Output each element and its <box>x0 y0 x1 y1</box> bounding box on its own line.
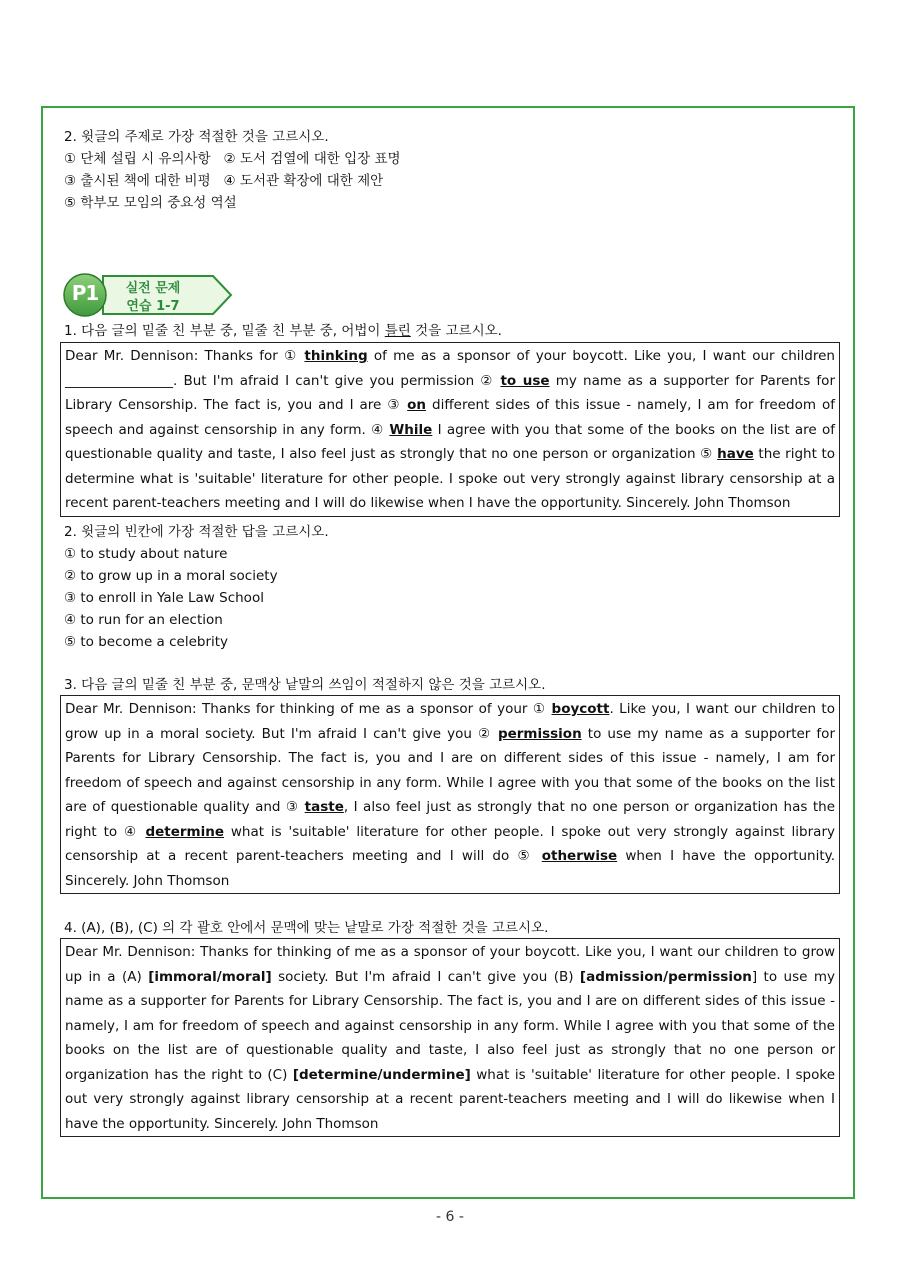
underlined-word: taste <box>304 799 344 815</box>
underlined-word: boycott <box>551 701 610 717</box>
option: ④ to run for an election <box>64 612 223 628</box>
question-2-blank <box>64 521 329 653</box>
option-line: ③ 출시된 책에 대한 비평 ④ 도서관 확장에 대한 제안 <box>64 173 384 189</box>
underlined-word: While <box>389 421 433 438</box>
choice-bracket: [determine/undermine] <box>292 1066 471 1083</box>
passage-text: to use my name as a supporter for Parents for Library Censorship. The fact is, you and I are on different sides of this issue - namely, I am for freedom of speech and against censorship in any form. While I agree with you that some of the books on the list are of questionable quality and ③ <box>65 725 835 815</box>
question-2-topic <box>64 126 401 214</box>
passage-text: when I have the opportunity. Sincerely. John Thomson <box>65 848 835 889</box>
passage-text: I agree with you that some of the books on the list are of questionable quality and taste, I also feel just as strongly that no one person or organization ⑤ <box>65 421 835 462</box>
underlined-word: permission <box>497 725 582 742</box>
passage-text: of me as a sponsor of your boycott. Like you, I want our children ________________. But I'm afraid I can't give you permission ② <box>65 348 835 389</box>
underlined-word: have <box>717 446 754 462</box>
option: ③ to enroll in Yale Law School <box>64 590 264 606</box>
passage-text: . Like you, I want our children to grow up in a moral society. But I'm afraid I can't give you ② <box>65 701 835 742</box>
passage-text: Dear Mr. Dennison: Thanks for thinking of me as a sponsor of your boycott. Like you, I want our children to grow up in a (A) <box>65 944 835 985</box>
question-1-title <box>64 322 502 340</box>
passage-text: ] to use my name as a supporter for Parents for Library Censorship. The fact is, you and I are on different sides of this issue - namely, I am for freedom of speech and against censorship in any form. While I agree with you that some of the books on the list are of questionable quality and taste, I also feel just as strongly that no one person or organization has the right to (C) <box>65 968 835 1083</box>
passage-text: the right to determine what is 'suitable' literature for other people. I spoke out very strongly against library censorship at a recent parent-teachers meeting and I will do likewise when I have the opportunity. Sincerely. John Thomson <box>65 446 836 511</box>
question-4-title: 4. (A), (B), (C) 의 각 괄호 안에서 문맥에 맞는 낱말로 가장 적절한 것을 고르시오. <box>64 920 549 936</box>
choice-bracket: [admission/permission <box>579 968 752 985</box>
page-number: - 6 - <box>436 1209 464 1225</box>
title-underlined: 틀린 <box>384 323 411 339</box>
passage-text: what is 'suitable' literature for other people. I spoke out very strongly against library censorship at a recent parent-teachers meeting and I will do ⑤ <box>65 823 835 864</box>
passage-text: different sides of this issue - namely, I am for freedom of speech and against censorship in any form. ④ <box>65 397 835 438</box>
underlined-word: otherwise <box>541 848 618 864</box>
title-text: 1. 다음 글의 밑줄 친 부분 중, 밑줄 친 부분 중, 어법이 <box>64 323 385 339</box>
underlined-word: to use <box>500 372 550 389</box>
choice-bracket: [immoral/moral] <box>148 968 272 985</box>
passage-text: society. But I'm afraid I can't give you (B) <box>271 968 580 985</box>
underlined-word: on <box>407 397 427 413</box>
passage-text: what is 'suitable' literature for other people. I spoke out very strongly against library censorship at a recent parent-teachers meeting and I will do likewise when I have the opportunity. Sincerely. John Thomson <box>65 1066 836 1132</box>
practice-badge <box>63 272 235 318</box>
underlined-word: thinking <box>304 348 368 364</box>
badge-line1: 실전 문제 <box>125 281 181 296</box>
underlined-word: determine <box>145 823 225 840</box>
question-3-title: 3. 다음 글의 밑줄 친 부분 중, 문맥상 낱말의 쓰임이 적절하지 않은 것을 고르시오. <box>64 677 546 693</box>
question-1-passage <box>60 342 840 517</box>
passage-text: my name as a supporter for Parents for Library Censorship. The fact is, you and I are ③ <box>65 372 835 413</box>
option: ① to study about nature <box>64 546 228 562</box>
option-line: ⑤ 학부모 모임의 중요성 역설 <box>64 195 237 211</box>
option: ② to grow up in a moral society <box>64 568 278 584</box>
passage-text: , I also feel just as strongly that no one person or organization has the right to ④ <box>65 799 835 840</box>
question-3-passage <box>60 695 840 894</box>
title-text: 것을 고르시오. <box>410 323 502 339</box>
badge-label: P1 <box>71 281 99 305</box>
badge-line2: 연습 1-7 <box>126 299 180 314</box>
question-title: 2. 윗글의 주제로 가장 적절한 것을 고르시오. <box>64 129 329 145</box>
option-line: ① 단체 설립 시 유의사항 ② 도서 검열에 대한 입장 표명 <box>64 151 401 167</box>
option: ⑤ to become a celebrity <box>64 634 229 650</box>
question-title: 2. 윗글의 빈칸에 가장 적절한 답을 고르시오. <box>64 524 329 540</box>
passage-text: Dear Mr. Dennison: Thanks for thinking of me as a sponsor of your ① <box>65 701 552 717</box>
question-4-passage <box>60 938 840 1137</box>
passage-text: Dear Mr. Dennison: Thanks for ① <box>65 348 305 364</box>
